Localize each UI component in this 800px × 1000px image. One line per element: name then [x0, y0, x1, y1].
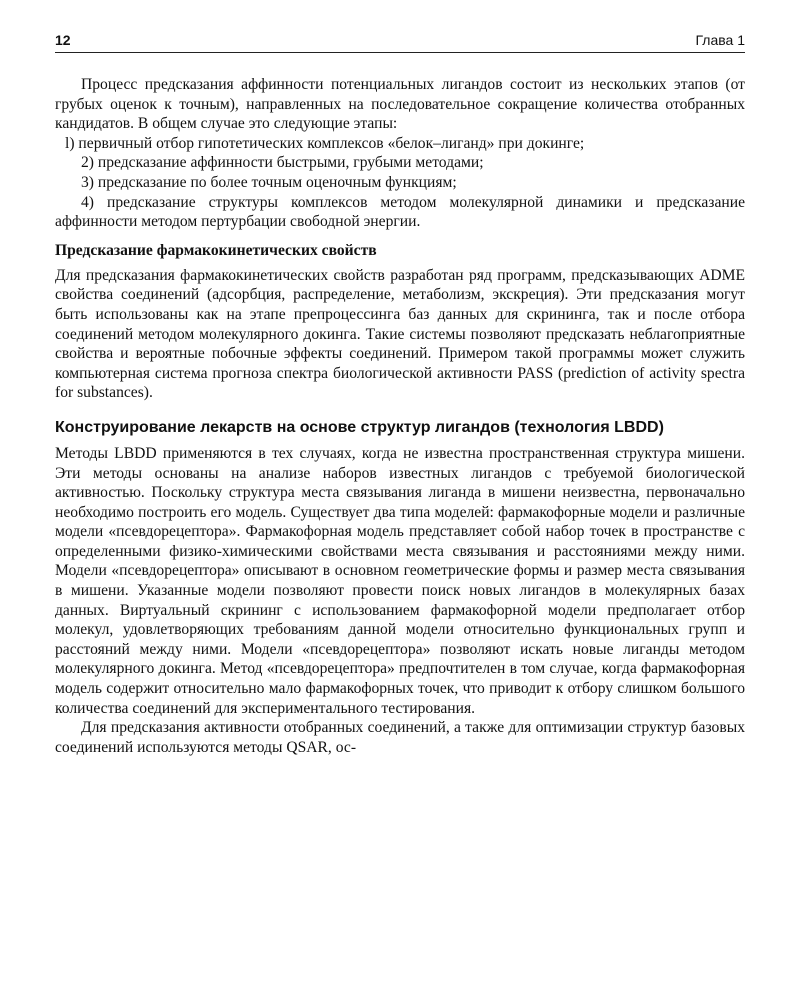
step-item-2: 2) предсказание аффинности быстрыми, грубыми методами; — [81, 154, 484, 172]
lbdd-paragraph: Методы LBDD применяются в тех случаях, когда не известна пространственная структура мишени. Эти методы основаны на анализе наборов известных лигандов с требуемой биологической активностью. Поскольку структура места связывания лиганда в мишени неизвестна, первоначально необходимо построить его модель. Существует два типа моделей: фармакофорные модели и различные модели «псевдорецептора». Фармакофорная модель представляет собой набор точек в пространстве с определенными физико-химическими свойствами места связывания и расстояниями между ними. Модели «псевдорецептора» описывают в основном геометрические формы и размер места связывания в мишени. Указанные модели позволяют провести поиск новых лигандов в молекулярных базах данных. Виртуальный скрининг с использованием фармакофорной модели предполагает отбор молекул, удовлетворяющих требованиям данной модели относительно функциональных групп и расстояний между ними. Модели «псевдорецептора» позволяют искать новые лиганды методом молекулярного докинга. Метод «псевдорецептора» предпочтителен в том случае, когда фармакофорная модель содержит относительно мало фармакофорных точек, что приводит к отбору слишком большого количества соединений для экспериментального тестирования. — [55, 444, 745, 717]
document-page — [55, 32, 745, 757]
step-item-1: l) первичный отбор гипотетических комплексов «белок–лиганд» при докинге; — [65, 134, 585, 152]
step-item-3: 3) предсказание по более точным оценочным функциям; — [81, 173, 457, 191]
page-header — [55, 32, 745, 53]
qsar-paragraph: Для предсказания активности отобранных соединений, а также для оптимизации структур базовых соединений используются методы QSAR, ос- — [55, 719, 745, 756]
step-item-4: 4) предсказание структуры комплексов методом молекулярной динамики и предсказание аффинности методом пертурбации свободной энергии. — [55, 193, 745, 231]
section-heading-lbdd: Конструирование лекарств на основе структур лигандов (технология LBDD) — [55, 418, 664, 436]
intro-paragraph: Процесс предсказания аффинности потенциальных лигандов состоит из нескольких этапов (от грубых оценок к точным), направленных на последовательное сокращение количества отобранных кандидатов. В общем случае это следующие этапы: — [55, 76, 745, 133]
section-heading-pharmacokinetics: Предсказание фармакокинетических свойств — [55, 241, 377, 259]
chapter-title: Глава 1 — [695, 32, 745, 48]
pharmacokinetics-paragraph: Для предсказания фармакокинетических свойств разработан ряд программ, предсказывающих ADME свойства соединений (адсорбция, распределение, метаболизм, экскреция). Эти предсказания могут быть использованы как на этапе препроцессинга баз данных для скрининга, так и после отбора соединений методом молекулярного докинга. Такие системы позволяют предсказать неблагоприятные свойства и вероятные побочные эффекты соединений. Примером такой программы может служить компьютерная система прогноза спектра биологической активности PASS (prediction of activity spectra for substances). — [55, 266, 745, 402]
page-body — [55, 75, 745, 757]
page-number: 12 — [55, 32, 71, 48]
